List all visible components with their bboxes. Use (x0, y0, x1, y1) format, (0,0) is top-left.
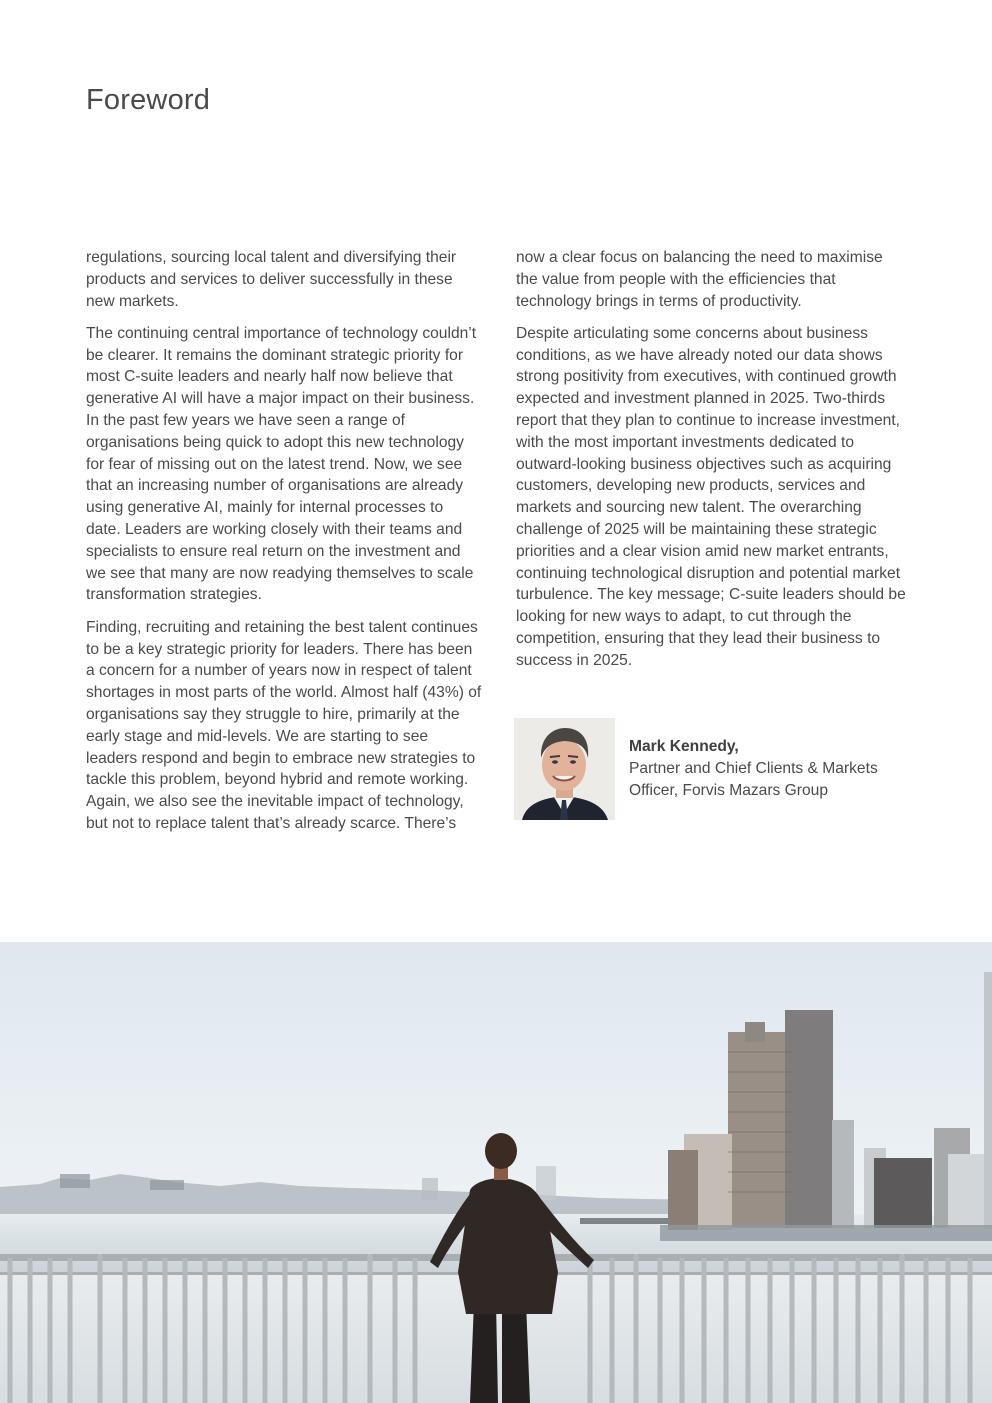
author-title-line: Officer, Forvis Mazars Group (629, 782, 829, 799)
author-caption (629, 736, 878, 802)
hero-photo (0, 942, 992, 1403)
paragraph: The continuing central importance of technology couldn’t be clearer. It remains the dominant strategic priority for most C-suite leaders and nearly half now believe that generative AI will have a major impact on their business. In the past few years we have seen a range of organisations being quick to adopt this new technology for fear of missing out on the latest trend. Now, we see that an increasing number of organisations are already using generative AI, mainly for internal processes to date. Leaders are working closely with their teams and specialists to ensure real return on the investment and we see that many are now readying themselves to scale transformation strategies. (86, 324, 477, 604)
author-portrait-illustration (514, 718, 615, 820)
hero-photo-illustration (0, 942, 992, 1403)
paragraph: Despite articulating some concerns about business conditions, as we have already noted our data shows strong positivity from executives, with continued growth expected and investment planned in 2025. Two-thirds report that they plan to continue to increase investment, with the most important investments dedicated to outward-looking business objectives such as acquiring customers, developing new products, services and markets and sourcing new talent. The overarching challenge of 2025 will be maintaining these strategic priorities and a clear vision amid new market entrants, continuing technological disruption and potential market turbulence. The key message; C-suite leaders should be looking for new ways to adapt, to cut through the competition, ensuring that they lead their business to success in 2025. (516, 324, 906, 669)
paragraph: Finding, recruiting and retaining the best talent continues to be a key strategic priority for leaders. There has been a concern for a number of years now in respect of talent shortages in most parts of the world. Almost half (43%) of organisations say they struggle to hire, primarily at the early stage and mid-levels. We are starting to see leaders respond and begin to embrace new strategies to tackle this problem, beyond hybrid and remote working. Again, we also see the inevitable impact of technology, but not to replace talent that’s already scarce. There’s (86, 618, 482, 832)
author-name: Mark Kennedy, (629, 738, 739, 755)
right-text-column (516, 247, 908, 682)
left-text-column (86, 247, 482, 845)
paragraph: regulations, sourcing local talent and diversifying their products and services to deliver successfully in these new markets. (86, 249, 457, 310)
page-title: Foreword (86, 84, 211, 116)
author-portrait (514, 718, 615, 820)
paragraph: now a clear focus on balancing the need to maximise the value from people with the efficiencies that technology brings in terms of productivity. (516, 249, 883, 310)
author-title-line: Partner and Chief Clients & Markets (629, 760, 878, 777)
author-signature-block (514, 718, 914, 820)
